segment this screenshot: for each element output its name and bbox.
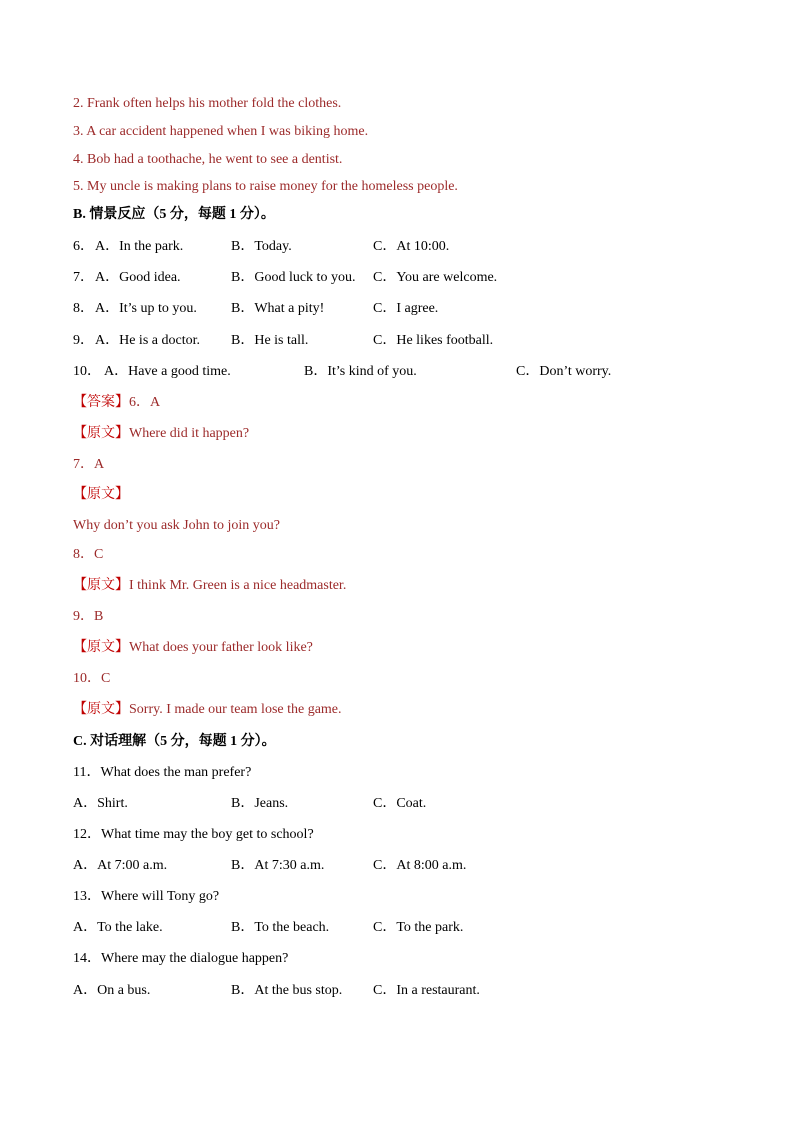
original-label-7: 【原文】 (73, 487, 129, 502)
original-line-8 (73, 577, 346, 595)
answer-line-8: 8．C (73, 547, 104, 562)
transcript-line-5: 5. My uncle is making plans to raise money for the homeless people. (73, 179, 458, 194)
question-14: 14．Where may the dialogue happen? (73, 951, 289, 966)
answer-line-10: 10．C (73, 671, 111, 686)
option-c: C．At 10:00. (373, 239, 450, 254)
answer-label: 【答案】 (73, 395, 129, 410)
answer-line-7: 7．A (73, 457, 105, 472)
original-line-10 (73, 701, 342, 719)
option-a: A．Good idea. (95, 270, 181, 285)
section-b-heading: B. 情景反应（5 分，每题 1 分）。 (73, 207, 275, 222)
original-label: 【原文】 (73, 426, 129, 441)
answer-line-9: 9．B (73, 609, 104, 624)
option-b: B．Jeans. (231, 796, 289, 811)
transcript-line-4: 4. Bob had a toothache, he went to see a dentist. (73, 152, 343, 167)
answer-line-6 (73, 394, 160, 412)
option-a: A．In the park. (95, 239, 184, 254)
original-text-7: Why don’t you ask John to join you? (73, 518, 281, 533)
option-a: A．On a bus. (73, 983, 151, 998)
option-a: A．Shirt. (73, 796, 128, 811)
original-text: What does your father look like? (129, 640, 313, 655)
original-text: Sorry. I made our team lose the game. (129, 702, 342, 717)
question-11: 11．What does the man prefer? (73, 765, 252, 780)
question-number: 8． (73, 301, 94, 316)
question-number: 10． (73, 364, 101, 379)
original-text: Where did it happen? (129, 426, 250, 441)
option-c: C．In a restaurant. (373, 983, 480, 998)
option-c: C．I agree. (373, 301, 439, 316)
question-number: 6． (73, 239, 94, 254)
original-line-9 (73, 639, 313, 657)
original-label: 【原文】 (73, 640, 129, 655)
question-number: 9． (73, 333, 94, 348)
option-a: A．It’s up to you. (95, 301, 197, 316)
question-13: 13．Where will Tony go? (73, 889, 220, 904)
option-b: B．At the bus stop. (231, 983, 343, 998)
original-text: I think Mr. Green is a nice headmaster. (129, 578, 347, 593)
option-a: A．At 7:00 a.m. (73, 858, 168, 873)
option-c: C．At 8:00 a.m. (373, 858, 467, 873)
original-line-6 (73, 425, 249, 443)
original-label: 【原文】 (73, 578, 129, 593)
option-a: A．To the lake. (73, 920, 163, 935)
option-c: C．To the park. (373, 920, 464, 935)
option-c: C．Coat. (373, 796, 427, 811)
option-c: C．You are welcome. (373, 270, 498, 285)
option-b: B．Today. (231, 239, 292, 254)
answer-value: 6．A (129, 395, 161, 410)
option-a: A．He is a doctor. (95, 333, 200, 348)
option-c: C．He likes football. (373, 333, 494, 348)
transcript-line-3: 3. A car accident happened when I was biking home. (73, 124, 369, 139)
question-12: 12．What time may the boy get to school? (73, 827, 314, 842)
option-a: A．Have a good time. (104, 364, 231, 379)
option-b: B．Good luck to you. (231, 270, 356, 285)
option-b: B．It’s kind of you. (304, 364, 417, 379)
transcript-line-2: 2. Frank often helps his mother fold the clothes. (73, 96, 342, 111)
option-b: B．To the beach. (231, 920, 330, 935)
option-b: B．He is tall. (231, 333, 309, 348)
option-c: C．Don’t worry. (516, 364, 612, 379)
option-b: B．At 7:30 a.m. (231, 858, 325, 873)
option-b: B．What a pity! (231, 301, 325, 316)
section-c-heading: C. 对话理解（5 分，每题 1 分）。 (73, 734, 276, 749)
original-label: 【原文】 (73, 702, 129, 717)
question-number: 7． (73, 270, 94, 285)
